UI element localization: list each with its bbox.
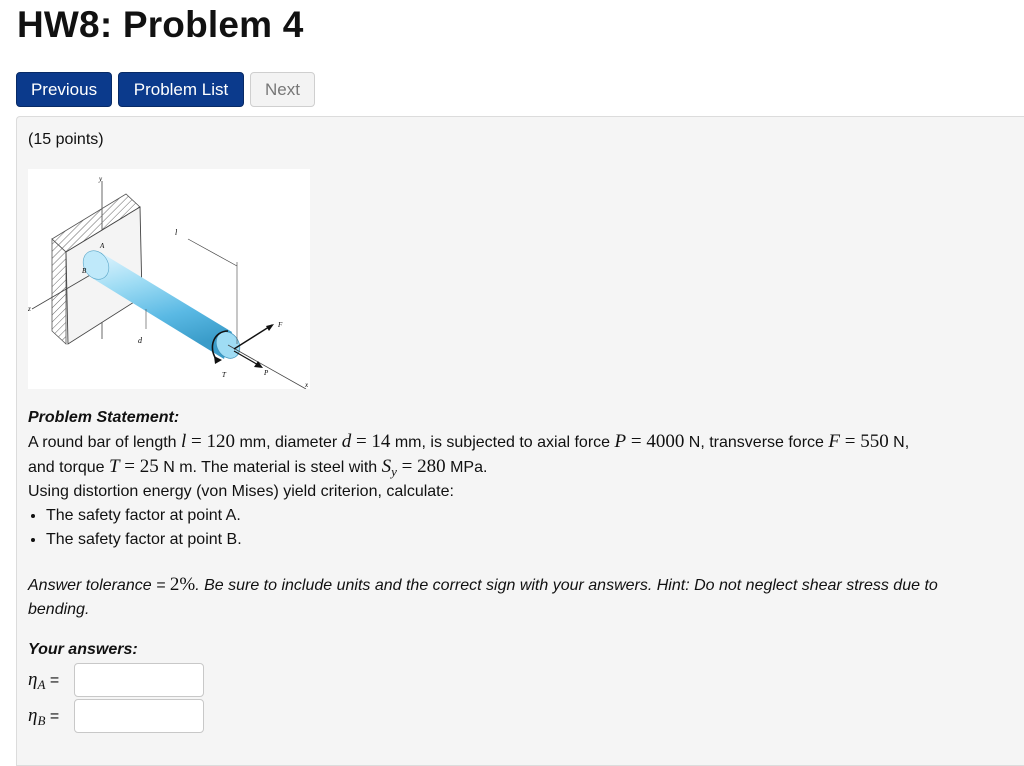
- problem-statement-heading: Problem Statement:: [28, 409, 180, 426]
- next-button[interactable]: Next: [250, 72, 315, 107]
- answer-input-b[interactable]: [74, 699, 204, 733]
- problem-list-button[interactable]: Problem List: [118, 72, 244, 107]
- tolerance-note: Answer tolerance = 2%. Be sure to include units and the correct sign with your answers. Hint: Do not neglect shear stress due to bending.: [28, 574, 938, 618]
- statement-line-1: A round bar of length l = 120 mm, diameter d = 14 mm, is subjected to axial force P = 4000 N, transverse force F = 550 N,: [28, 431, 910, 452]
- force-p-arrow: [234, 351, 260, 366]
- wall-side-hatch: [52, 239, 66, 344]
- force-p-arrowhead: [254, 361, 263, 368]
- force-f-arrowhead: [266, 324, 274, 331]
- answer-row-a: [28, 663, 204, 697]
- answer-row-b: [28, 699, 204, 733]
- length-label: l: [175, 228, 178, 237]
- torque-arrowhead: [214, 356, 222, 364]
- force-f-label: F: [278, 321, 283, 329]
- task-list: [28, 504, 1003, 552]
- diameter-label: d: [138, 336, 142, 345]
- z-axis-label: z: [28, 305, 31, 313]
- answer-label-a: $\eta_A$ =: [28, 669, 60, 692]
- length-dimension-line: [188, 239, 237, 266]
- task-item-a: • The safety factor at point A.: [46, 504, 1003, 528]
- problem-panel: [16, 116, 1024, 766]
- y-axis-label: y: [99, 175, 103, 183]
- force-p-label: P: [264, 369, 269, 377]
- bar-diagram: [28, 169, 310, 389]
- problem-statement: [28, 406, 1003, 552]
- force-f-arrow: [234, 325, 272, 349]
- problem-navigation: [16, 72, 315, 107]
- previous-button[interactable]: Previous: [16, 72, 112, 107]
- page-title: HW8: Problem 4: [17, 4, 304, 45]
- answer-input-a[interactable]: [74, 663, 204, 697]
- answer-label-b: $\eta_B$ =: [28, 705, 60, 728]
- point-b-label: B: [82, 267, 87, 275]
- task-item-b: • The safety factor at point B.: [46, 528, 1003, 552]
- points-label: (15 points): [28, 131, 104, 148]
- x-axis-line: [228, 345, 306, 389]
- x-axis-label: x: [305, 381, 309, 389]
- statement-line-3: Using distortion energy (von Mises) yield criterion, calculate:: [28, 483, 454, 500]
- statement-line-2: and torque T = 25 N m. The material is steel with $S_y = 280$ MPa.: [28, 456, 488, 479]
- answers-heading: Your answers:: [28, 641, 138, 658]
- point-a-label: A: [100, 242, 105, 250]
- torque-label: T: [222, 371, 226, 379]
- problem-figure: [28, 169, 310, 389]
